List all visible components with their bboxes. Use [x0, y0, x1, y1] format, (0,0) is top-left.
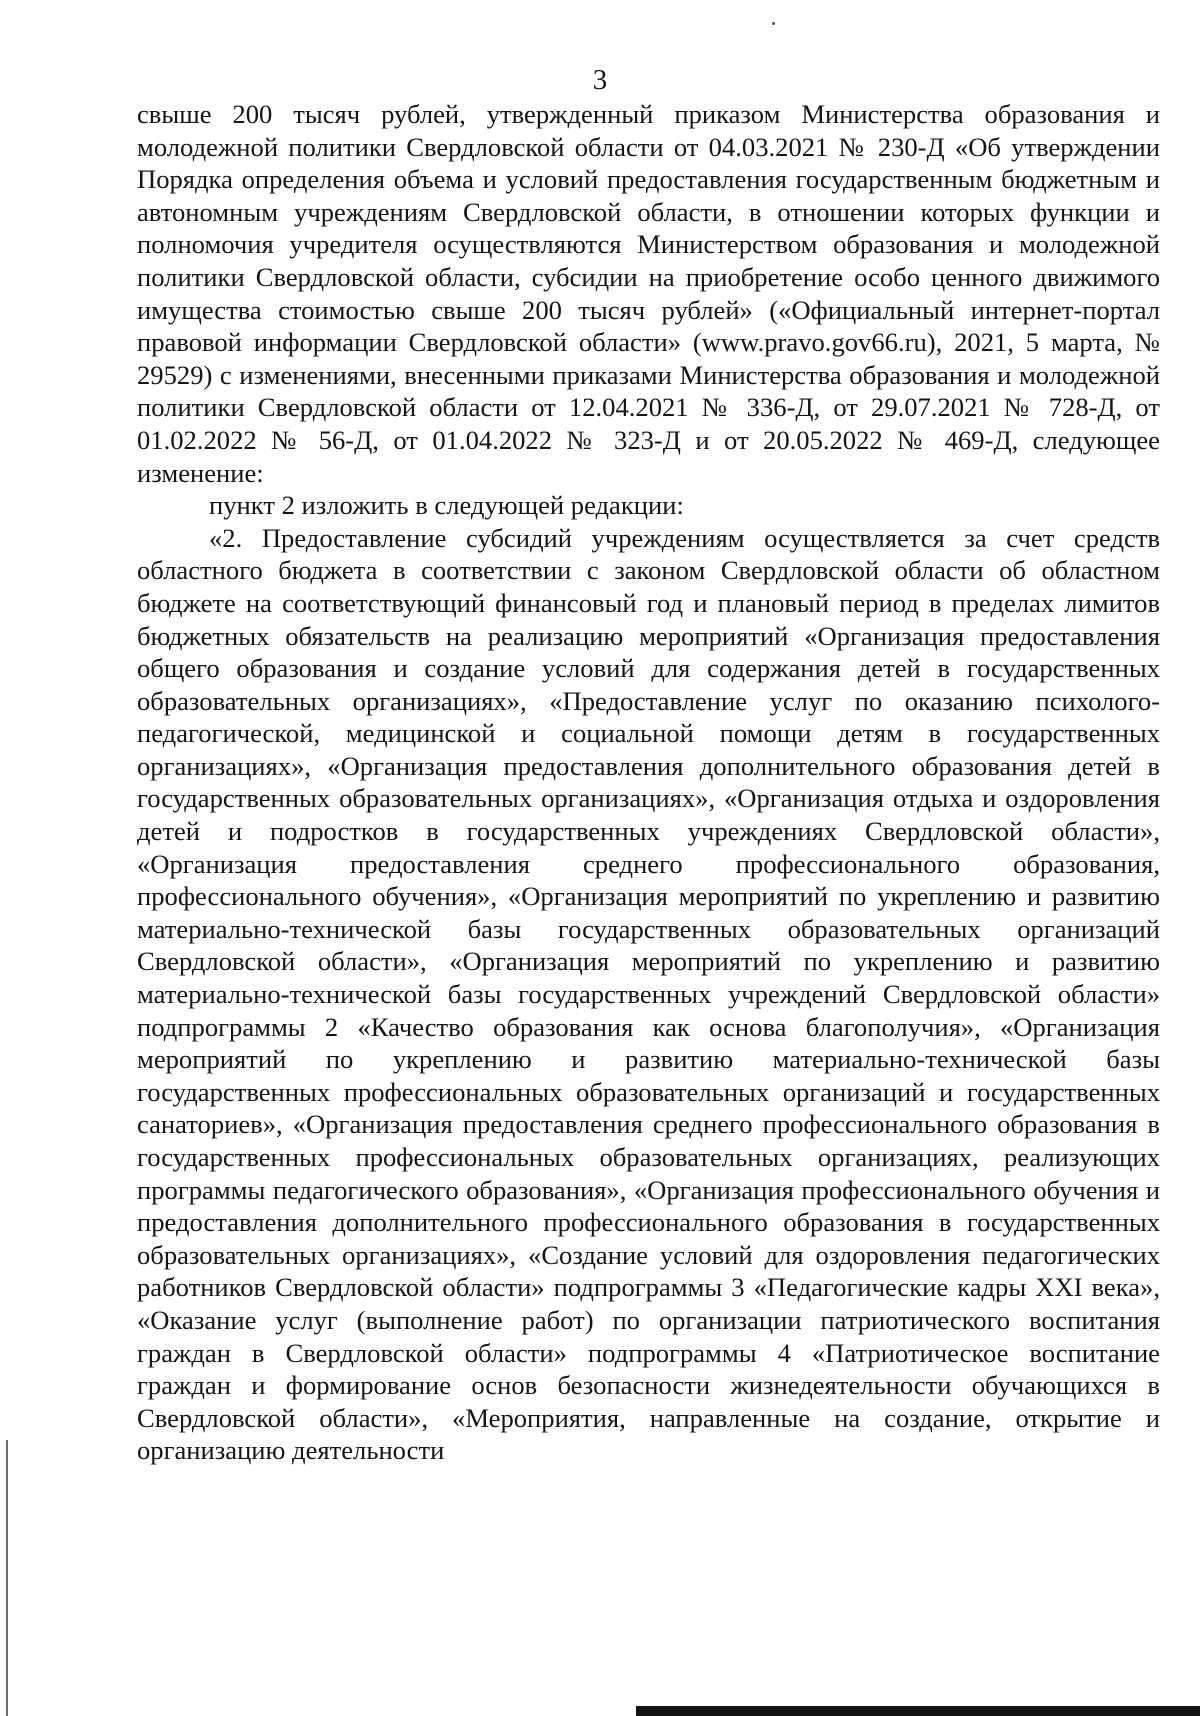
scan-bottom-border [636, 1706, 1200, 1716]
paragraph-amendment-intro: свыше 200 тысяч рублей, утвержденный приказом Министерства образования и молодежной политики Свердловской области от 04.03.2021 № 230-Д «Об утверждении Порядка определения объема и условий предоставления государственным бюджетным и автономным учреждениям Свердловской области, в отношении которых функции и полномочия учредителя осуществляются Министерством образования и молодежной политики Свердловской области, субсидии на приобретение особо ценного движимого имущества стоимостью свыше 200 тысяч рублей» («Официальный интернет-портал правовой информации Свердловской области» (www.pravo.gov66.ru), 2021, 5 марта, № 29529) с изменениями, внесенными приказами Министерства образования и молодежной политики Свердловской области от 12.04.2021 № 336-Д, от 29.07.2021 № 728-Д, от 01.02.2022 № 56-Д, от 01.04.2022 № 323-Д и от 20.05.2022 № 469-Д, следующее изменение: [137, 99, 1160, 488]
scan-edge-line [6, 1440, 8, 1716]
paragraph-instruction: пункт 2 изложить в следующей редакции: [209, 490, 684, 521]
page-number: 3 [592, 64, 608, 96]
scan-speck [772, 22, 775, 25]
document-body [137, 98, 1160, 1467]
paragraph-clause-2: «2. Предоставление субсидий учреждениям осуществляется за счет средств областного бюджета в соответствии с законом Свердловской области об областном бюджете на соответствующий финансовый год и плановый период в пределах лимитов бюджетных обязательств на реализацию мероприятий «Организация предоставления общего образования и создание условий для содержания детей в государственных образовательных организациях», «Предоставление услуг по оказанию психолого-педагогической, медицинской и социальной помощи детям в государственных организациях», «Организация предоставления дополнительного образования детей в государственных образовательных организациях», «Организация отдыха и оздоровления детей и подростков в государственных учреждениях Свердловской области», «Организация предоставления среднего профессионального образования, профессионального обучения», «Организация мероприятий по укреплению и развитию материально-технической базы государственных образовательных организаций Свердловской области», «Организация мероприятий по укреплению и развитию материально-технической базы государственных учреждений Свердловской области» подпрограммы 2 «Качество образования как основа благополучия», «Организация мероприятий по укреплению и развитию материально-технической базы государственных профессиональных образовательных организаций и государственных санаториев», «Организация предоставления среднего профессионального образования в государственных профессиональных образовательных организациях, реализующих программы педагогического образования», «Организация профессионального обучения и предоставления дополнительного профессионального образования в государственных образовательных организациях», «Создание условий для оздоровления педагогических работников Свердловской области» подпрограммы 3 «Педагогические кадры XXI века», «Оказание услуг (выполнение работ) по организации патриотического воспитания граждан в Свердловской области» подпрограммы 4 «Патриотическое воспитание граждан и формирование основ безопасности жизнедеятельности обучающихся в Свердловской области», «Мероприятия, направленные на создание, открытие и организацию деятельности [137, 522, 1160, 1466]
